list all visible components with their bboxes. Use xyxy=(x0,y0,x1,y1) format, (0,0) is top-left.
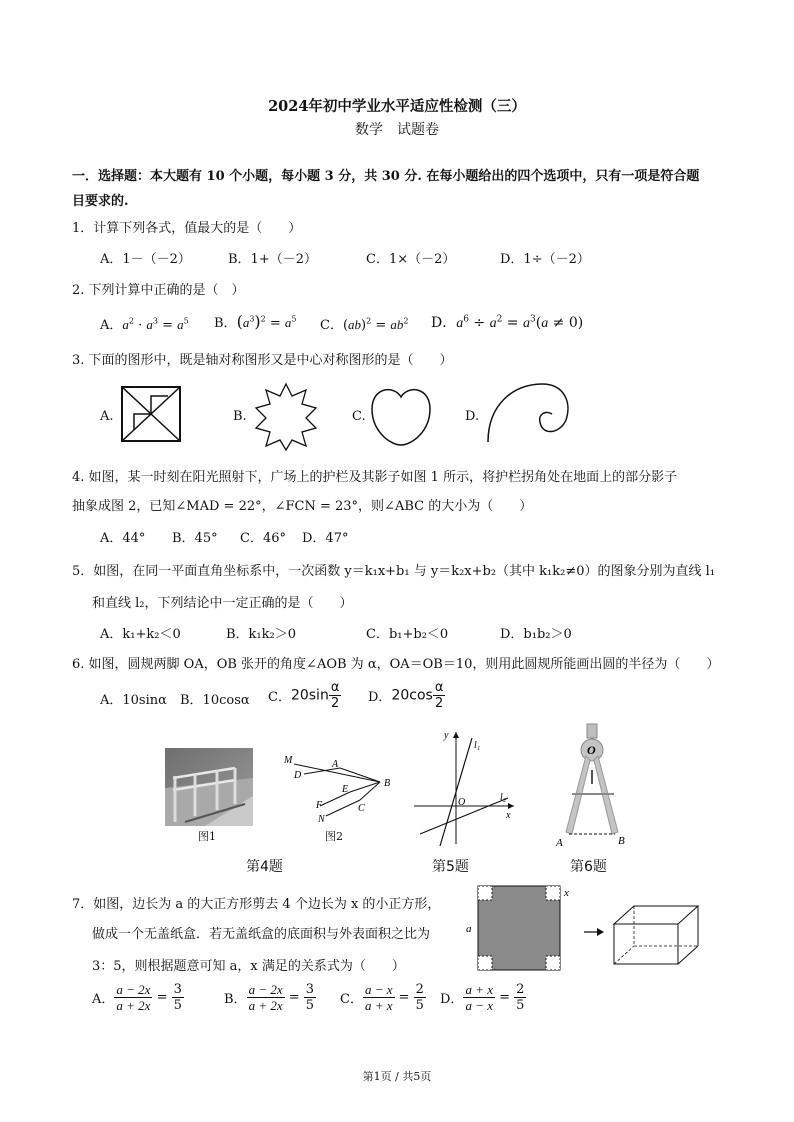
q6-label-a: A xyxy=(556,837,563,849)
q6-option-b: B．10cosα xyxy=(180,693,250,708)
q5-line1: 5．如图，在同一平面直角坐标系中，一次函数 y＝k₁x+b₁ 与 y＝k₂x+b₂（其中 k₁k₂≠0）的图象分别为直线 l₁ xyxy=(72,564,716,579)
q5-label-x: x xyxy=(506,810,511,821)
fig2-label-a: A xyxy=(332,759,339,770)
q4-option-a: A．44° xyxy=(100,531,146,546)
fig2-label-b: B xyxy=(384,778,391,789)
q2-option-b: B．$(a^3)^2 = a^5$ xyxy=(214,312,297,331)
fig2-label-c: C xyxy=(358,803,365,814)
page-title: 2024年初中学业水平适应性检测（三） xyxy=(268,98,526,115)
fig2-label-f: F xyxy=(316,800,323,811)
fig2-label-e: E xyxy=(342,784,349,795)
q6-option-d: D．20cos $\frac{\alpha}{2}$ xyxy=(368,680,444,711)
fig2-diagram xyxy=(280,748,400,828)
q7-option-c: C． $\frac{a - x}{a + x}$ = $\frac{2}{5}$ xyxy=(340,982,424,1013)
q5-option-b: B．k₁k₂＞0 xyxy=(226,627,297,642)
page-subtitle: 数学 试题卷 xyxy=(355,122,439,138)
q7-option-d: D． $\frac{a + x}{a - x}$ = $\frac{2}{5}$ xyxy=(440,982,525,1013)
q7-option-b: B． $\frac{a - 2x}{a + 2x}$ = $\frac{3}{5}$ xyxy=(224,982,315,1013)
fig2-caption: 图2 xyxy=(325,830,343,843)
fig1-photo xyxy=(165,748,253,826)
q2-option-a: A．$a^2 \cdot a^3 = a^5$ xyxy=(100,316,189,333)
q4-option-c: C．46° xyxy=(240,531,286,546)
q5-figure-caption: 第5题 xyxy=(432,859,469,875)
q6-option-a: A．10sinα xyxy=(100,693,167,708)
q3-label-d: D. xyxy=(465,409,480,424)
q6-label-b: B xyxy=(618,835,625,847)
fig2-label-n: N xyxy=(318,814,325,825)
q3-figure-b xyxy=(250,380,322,452)
page-footer: 第1页 / 共5页 xyxy=(362,1070,432,1083)
q5-option-d: D．b₁b₂＞0 xyxy=(500,627,572,642)
q5-label-o: O xyxy=(458,797,466,808)
q3-label-c: C. xyxy=(352,409,366,424)
fig1-caption: 图1 xyxy=(198,830,216,843)
q2-stem: 2. 下列计算中正确的是（ ） xyxy=(72,283,245,298)
q3-stem: 3. 下面的图形中，既是轴对称图形又是中心对称图形的是（ ） xyxy=(72,353,453,368)
q4-option-d: D．47° xyxy=(302,531,349,546)
q7-label-a: a xyxy=(466,923,472,935)
q7-option-a: A． $\frac{a - 2x}{a + 2x}$ = $\frac{3}{5}$ xyxy=(92,982,182,1013)
q2-option-d: D．$a^6 \div a^2 = a^3(a \ne 0)$ xyxy=(431,314,584,331)
section-heading-line2: 目要求的. xyxy=(72,194,129,209)
q3-figure-c xyxy=(368,383,434,449)
q3-label-a: A. xyxy=(100,409,114,424)
q4-option-b: B．45° xyxy=(172,531,218,546)
q3-figure-d xyxy=(484,380,574,444)
q1-stem: 1．计算下列各式，值最大的是（ ） xyxy=(72,221,302,236)
q3-figure-a xyxy=(118,384,184,444)
q3-label-b: B. xyxy=(233,409,247,424)
q1-option-b: B．1+（－2） xyxy=(228,252,317,267)
q4-line2: 抽象成图 2，已知∠MAD = 22°，∠FCN = 23°，则∠ABC 的大小为（ ） xyxy=(72,499,533,514)
q7-figure xyxy=(462,880,712,980)
fig2-label-m: M xyxy=(284,755,293,766)
q4-figure-caption: 第4题 xyxy=(246,859,283,875)
fig2-label-d: D xyxy=(294,770,302,781)
q1-option-a: A．1－（－2） xyxy=(100,252,191,267)
q6-label-o: O xyxy=(587,743,596,757)
q6-figure-caption: 第6题 xyxy=(570,859,607,875)
q6-stem: 6. 如图，圆规两脚 OA，OB 张开的角度∠AOB 为 α，OA＝OB＝10，则用此圆规所能画出圆的半径为（ ） xyxy=(72,657,720,672)
q5-label-l2: l₂ xyxy=(500,792,507,803)
q1-option-c: C．1×（－2） xyxy=(366,252,456,267)
q7-label-x: x xyxy=(564,887,569,899)
q7-line1: 7．如图，边长为 a 的大正方形剪去 4 个边长为 x 的小正方形， xyxy=(72,897,441,912)
q5-option-a: A．k₁+k₂＜0 xyxy=(100,627,181,642)
q5-label-y: y xyxy=(444,730,449,741)
q6-option-c: C．20sin $\frac{\alpha}{2}$ xyxy=(268,680,340,711)
q5-option-c: C．b₁+b₂＜0 xyxy=(366,627,449,642)
q1-option-d: D．1÷（－2） xyxy=(500,252,590,267)
q6-compass xyxy=(548,722,638,850)
q2-option-c: C．$(ab)^2 = ab^2$ xyxy=(320,316,409,333)
section-heading-line1: 一．选择题：本大题有 10 个小题，每小题 3 分，共 30 分. 在每小题给出的四个选项中，只有一项是符合题 xyxy=(72,169,700,184)
q7-line2: 做成一个无盖纸盒．若无盖纸盒的底面积与外表面积之比为 xyxy=(92,927,431,942)
q5-label-l1: l₁ xyxy=(474,740,481,751)
q7-line3: 3：5，则根据题意可知 a，x 满足的关系式为（ ） xyxy=(92,959,405,974)
q4-line1: 4. 如图，某一时刻在阳光照射下，广场上的护栏及其影子如图 1 所示，将护栏拐角处在地面上的部分影子 xyxy=(72,470,678,485)
q5-graph xyxy=(410,728,520,848)
q5-line2: 和直线 l₂，下列结论中一定正确的是（ ） xyxy=(92,596,353,611)
